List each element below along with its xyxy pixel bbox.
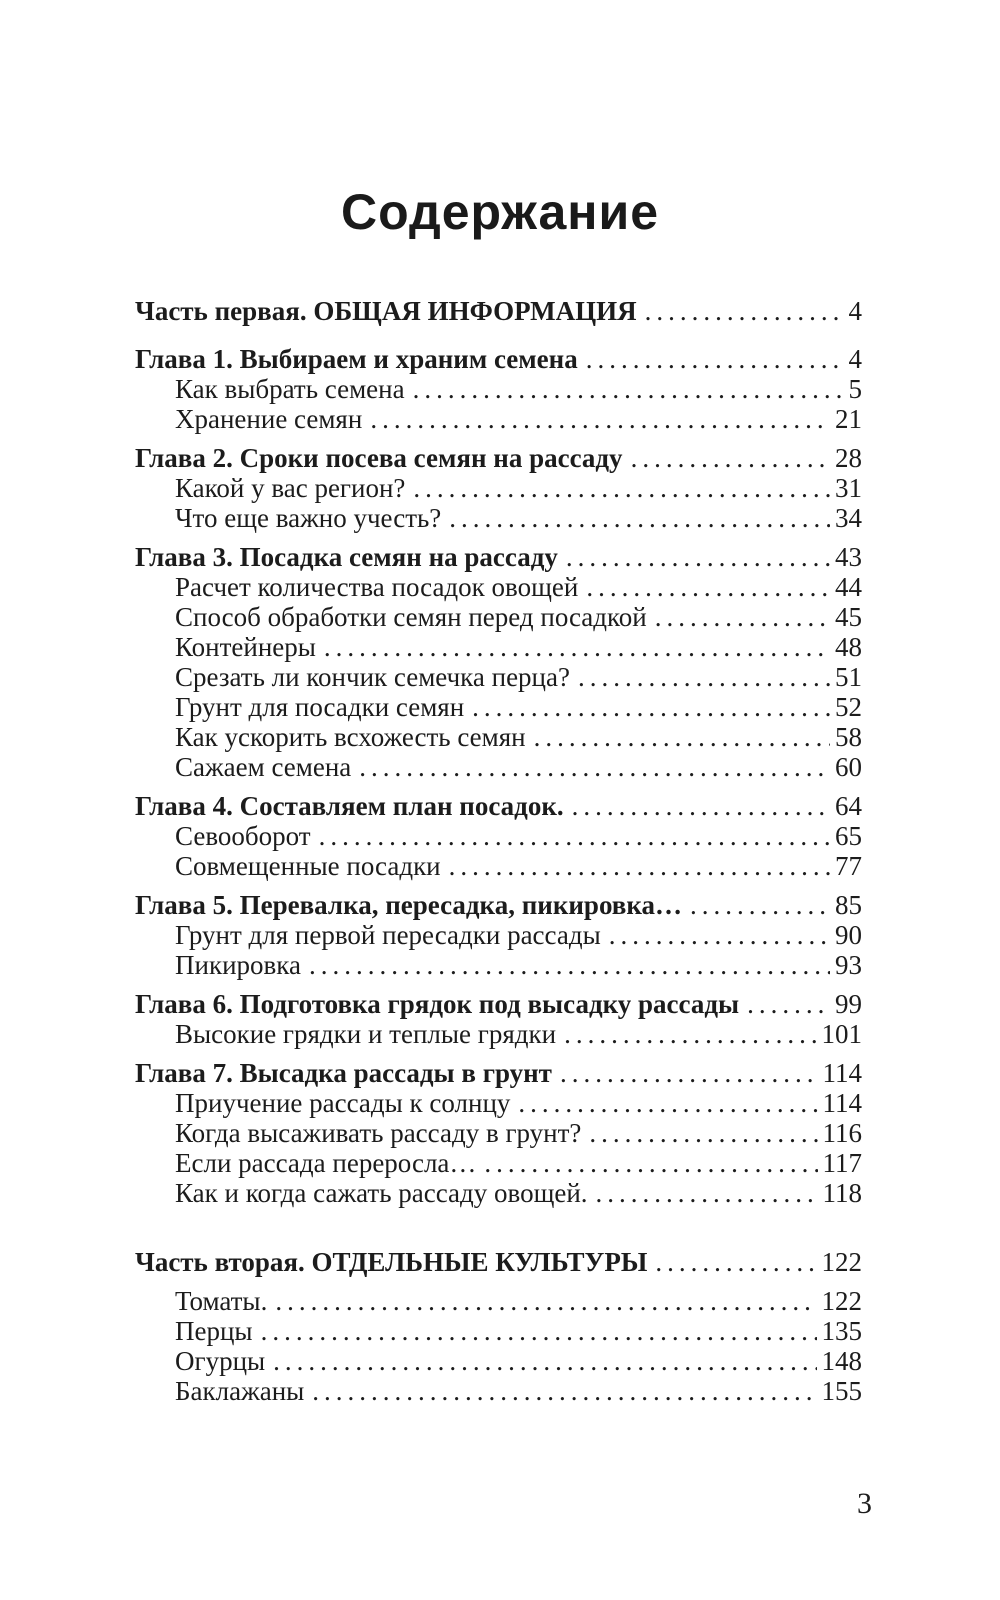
dot-leader (588, 1178, 818, 1208)
toc-entry (135, 374, 862, 404)
toc-entry (135, 572, 862, 602)
dot-leader (476, 1148, 817, 1178)
toc-entry-page: 64 (835, 791, 862, 821)
dot-leader (647, 1247, 816, 1277)
toc-entry-label: Что еще важно учесть? (175, 503, 442, 533)
toc-entry (135, 851, 862, 881)
toc-entry-label: Расчет количества посадок овощей (175, 572, 579, 602)
toc-entry-page: 122 (821, 1247, 862, 1277)
toc-entry-page: 122 (821, 1286, 862, 1316)
toc-entry (135, 1058, 862, 1088)
toc-entry-label: Перцы (175, 1316, 253, 1346)
toc-entry-label: Грунт для посадки семян (175, 692, 465, 722)
dot-leader (570, 662, 830, 692)
dot-leader (552, 1058, 818, 1088)
toc-entry-page: 99 (835, 989, 862, 1019)
toc-entry-label: Глава 6. Подготовка грядок под высадку рассады (135, 989, 740, 1019)
toc-entry-label: Томаты. (175, 1286, 268, 1316)
toc-entry-page: 4 (848, 344, 862, 374)
toc-entry-page: 101 (821, 1019, 862, 1049)
dot-leader (304, 1376, 816, 1406)
toc-entry-label: Глава 3. Посадка семян на рассаду (135, 542, 558, 572)
dot-leader (623, 443, 830, 473)
toc-entry-page: 44 (835, 572, 862, 602)
toc-entry-label: Севооборот (175, 821, 311, 851)
dot-leader (311, 821, 830, 851)
toc-entry-page: 31 (835, 473, 862, 503)
toc-entry (135, 1088, 862, 1118)
toc-entry-page: 51 (835, 662, 862, 692)
toc-entry-label: Высокие грядки и теплые грядки (175, 1019, 557, 1049)
dot-leader (578, 344, 844, 374)
toc-entry-label: Огурцы (175, 1346, 266, 1376)
toc-entry (135, 821, 862, 851)
page-number: 3 (857, 1487, 872, 1520)
dot-leader (601, 920, 830, 950)
dot-leader (647, 602, 830, 632)
dot-leader (301, 950, 830, 980)
toc-entry (135, 443, 862, 473)
toc-entry (135, 752, 862, 782)
toc-entry-page: 4 (848, 296, 862, 326)
toc-entry (135, 791, 862, 821)
toc-entry-label: Какой у вас регион? (175, 473, 406, 503)
toc-entry (135, 1346, 862, 1376)
toc-entry-page: 34 (835, 503, 862, 533)
toc-list (135, 296, 862, 1406)
dot-leader (564, 791, 830, 821)
dot-leader (556, 1019, 816, 1049)
toc-entry-label: Часть первая. ОБЩАЯ ИНФОРМАЦИЯ (135, 296, 637, 326)
toc-entry-label: Глава 4. Составляем план посадок. (135, 791, 564, 821)
dot-leader (267, 1286, 816, 1316)
toc-entry-page: 43 (835, 542, 862, 572)
dot-leader (739, 989, 830, 1019)
dot-leader (510, 1088, 817, 1118)
toc-entry-label: Совмещенные посадки (175, 851, 441, 881)
dot-leader (464, 692, 830, 722)
dot-leader (441, 503, 830, 533)
toc-entry-page: 58 (835, 722, 862, 752)
toc-entry (135, 602, 862, 632)
dot-leader (581, 1118, 817, 1148)
toc-entry (135, 503, 862, 533)
toc-entry-page: 148 (821, 1346, 862, 1376)
toc-entry-label: Хранение семян (175, 404, 363, 434)
toc-entry-label: Срезать ли кончик семечка перца? (175, 662, 570, 692)
toc-entry (135, 1286, 862, 1316)
toc-entry-label: Пикировка (175, 950, 301, 980)
toc-entry (135, 473, 862, 503)
toc-entry-page: 155 (821, 1376, 862, 1406)
dot-leader (558, 542, 830, 572)
dot-leader (637, 296, 844, 326)
toc-entry-page: 52 (835, 692, 862, 722)
dot-leader (253, 1316, 817, 1346)
toc-entry (135, 1316, 862, 1346)
toc-entry-label: Часть вторая. ОТДЕЛЬНЫЕ КУЛЬТУРЫ (135, 1247, 648, 1277)
toc-entry (135, 1178, 862, 1208)
toc-entry (135, 1247, 862, 1277)
toc-entry (135, 632, 862, 662)
dot-leader (405, 374, 844, 404)
toc-entry (135, 662, 862, 692)
dot-leader (351, 752, 830, 782)
toc-entry (135, 344, 862, 374)
dot-leader (405, 473, 830, 503)
toc-entry (135, 692, 862, 722)
toc-entry-page: 114 (822, 1088, 862, 1118)
toc-entry (135, 989, 862, 1019)
toc-entry-label: Глава 5. Перевалка, пересадка, пикировка… (135, 890, 683, 920)
toc-entry-page: 117 (822, 1148, 862, 1178)
toc-entry (135, 722, 862, 752)
dot-leader (441, 851, 830, 881)
toc-entry (135, 1148, 862, 1178)
toc-entry-label: Когда высаживать рассаду в грунт? (175, 1118, 582, 1148)
toc-entry-label: Сажаем семена (175, 752, 352, 782)
toc-entry-page: 65 (835, 821, 862, 851)
dot-leader (578, 572, 830, 602)
toc-entry-page: 60 (835, 752, 862, 782)
toc-entry (135, 920, 862, 950)
toc-entry (135, 404, 862, 434)
toc-entry-label: Баклажаны (175, 1376, 305, 1406)
toc-entry-page: 5 (848, 374, 862, 404)
toc-entry-page: 135 (821, 1316, 862, 1346)
toc-entry-label: Грунт для первой пересадки рассады (175, 920, 601, 950)
toc-entry-page: 28 (835, 443, 862, 473)
toc-entry-label: Как ускорить всхожесть семян (175, 722, 526, 752)
toc-entry (135, 950, 862, 980)
toc-entry (135, 296, 862, 326)
toc-entry (135, 1019, 862, 1049)
toc-entry-label: Глава 2. Сроки посева семян на рассаду (135, 443, 623, 473)
toc-entry-page: 116 (822, 1118, 862, 1148)
dot-leader (362, 404, 830, 434)
toc-entry-label: Приучение рассады к солнцу (175, 1088, 511, 1118)
dot-leader (526, 722, 830, 752)
toc-entry-label: Если рассада переросла… (175, 1148, 477, 1178)
page-title: Содержание (340, 184, 660, 240)
toc-entry-page: 114 (822, 1058, 862, 1088)
toc-entry-page: 93 (835, 950, 862, 980)
toc-entry-label: Глава 1. Выбираем и храним семена (135, 344, 578, 374)
toc-entry-page: 21 (835, 404, 862, 434)
dot-leader (316, 632, 830, 662)
toc-entry (135, 890, 862, 920)
toc-entry (135, 1118, 862, 1148)
toc-entry-page: 118 (822, 1178, 862, 1208)
toc-entry-label: Контейнеры (175, 632, 316, 662)
toc-entry-page: 48 (835, 632, 862, 662)
toc-entry (135, 542, 862, 572)
toc-entry-page: 85 (835, 890, 862, 920)
toc-entry (135, 1376, 862, 1406)
toc-entry-page: 90 (835, 920, 862, 950)
toc-entry-page: 77 (835, 851, 862, 881)
toc-entry-label: Способ обработки семян перед посадкой (175, 602, 647, 632)
toc-entry-label: Как и когда сажать рассаду овощей. (175, 1178, 588, 1208)
toc-entry-label: Как выбрать семена (175, 374, 405, 404)
toc-entry-page: 45 (835, 602, 862, 632)
dot-leader (265, 1346, 816, 1376)
dot-leader (682, 890, 830, 920)
toc-entry-label: Глава 7. Высадка рассады в грунт (135, 1058, 552, 1088)
